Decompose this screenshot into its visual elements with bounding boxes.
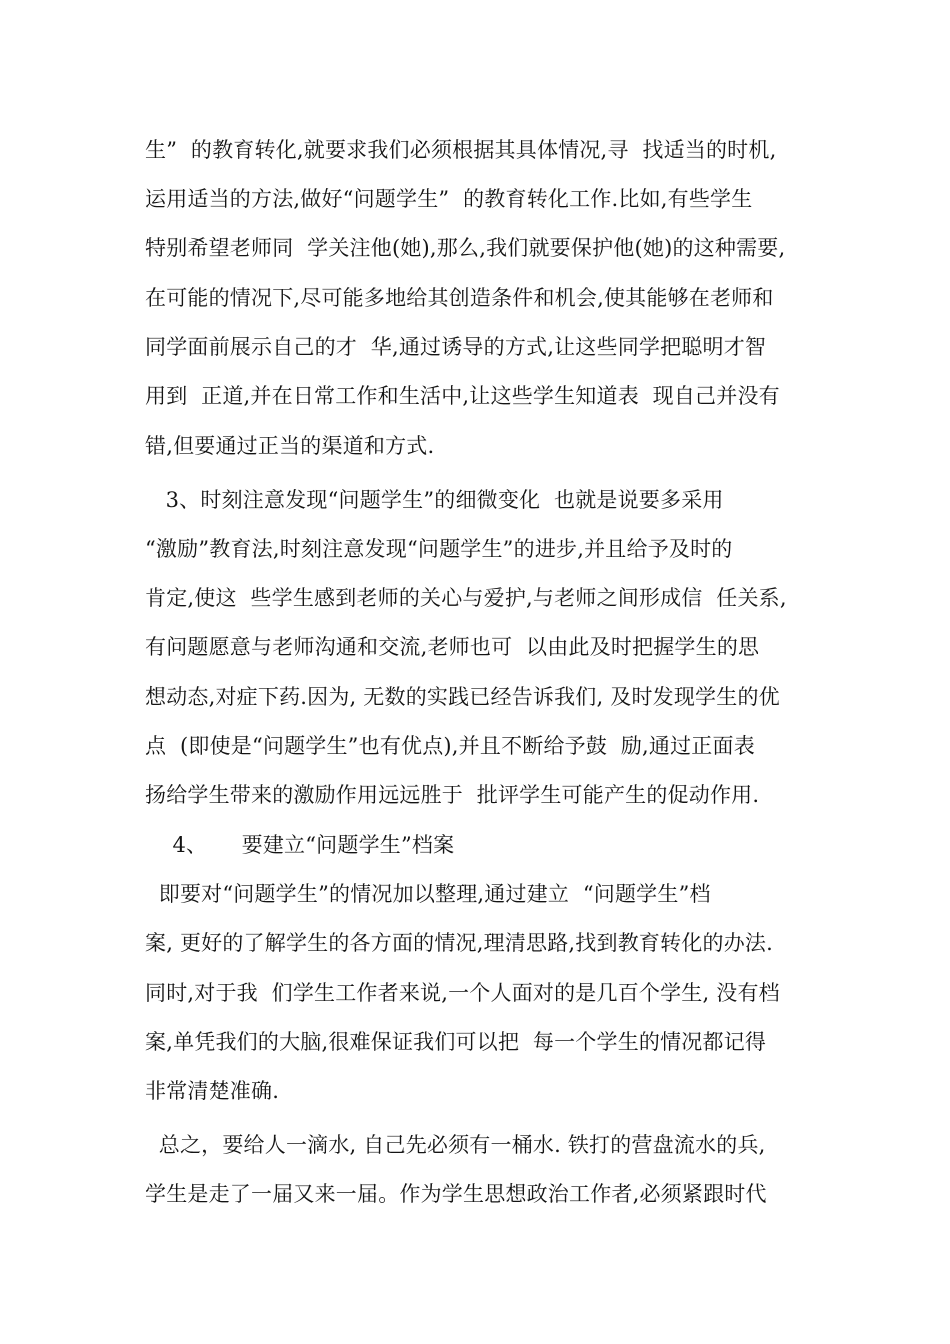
text-line: 肯定,使这 些学生感到老师的关心与爱护,与老师之间形成信 任关系, — [145, 586, 787, 610]
text-line: 学生是走了一届又来一届。作为学生思想政治工作者,必须紧跟时代 — [145, 1182, 767, 1206]
text-line: 特别希望老师同 学关注他(她),那么,我们就要保护他(她)的这种需要, — [145, 236, 786, 260]
text-line: 用到 正道,并在日常工作和生活中,让这些学生知道表 现自己并没有 — [145, 384, 780, 408]
text-line: 点 (即使是“问题学生”也有优点),并且不断给予鼓 励,通过正面表 — [145, 734, 755, 758]
text-line: 同时,对于我 们学生工作者来说,一个人面对的是几百个学生, 没有档 — [145, 981, 780, 1005]
text-line: 运用适当的方法,做好“问题学生” 的教育转化工作.比如,有些学生 — [145, 187, 753, 211]
text-line: 案, 更好的了解学生的各方面的情况,理清思路,找到教育转化的办法. — [145, 931, 773, 955]
text-line: 总之，要给人一滴水, 自己先必须有一桶水. 铁打的营盘流水的兵, — [145, 1133, 766, 1157]
text-line: 想动态,对症下药.因为, 无数的实践已经告诉我们, 及时发现学生的优 — [145, 685, 780, 709]
text-line: 3、时刻注意发现“问题学生”的细微变化 也就是说要多采用 — [145, 488, 724, 512]
text-line: “激励”教育法,时刻注意发现“问题学生”的进步,并且给予及时的 — [145, 537, 733, 561]
text-line: 生” 的教育转化,就要求我们必须根据其具体情况,寻 找适当的时机, — [145, 138, 777, 162]
section-heading: 4、 要建立“问题学生”档案 — [145, 833, 455, 857]
text-line: 即要对“问题学生”的情况加以整理,通过建立 “问题学生”档 — [145, 882, 711, 906]
text-line: 错,但要通过正当的渠道和方式. — [145, 434, 435, 458]
text-line: 同学面前展示自己的才 华,通过诱导的方式,让这些同学把聪明才智 — [145, 335, 767, 359]
text-line: 非常清楚准确. — [145, 1079, 280, 1103]
text-line: 有问题愿意与老师沟通和交流,老师也可 以由此及时把握学生的思 — [145, 635, 760, 659]
text-line: 扬给学生带来的激励作用远远胜于 批评学生可能产生的促动作用. — [145, 783, 760, 807]
text-line: 在可能的情况下,尽可能多地给其创造条件和机会,使其能够在老师和 — [145, 286, 774, 310]
text-line: 案,单凭我们的大脑,很难保证我们可以把 每一个学生的情况都记得 — [145, 1030, 767, 1054]
